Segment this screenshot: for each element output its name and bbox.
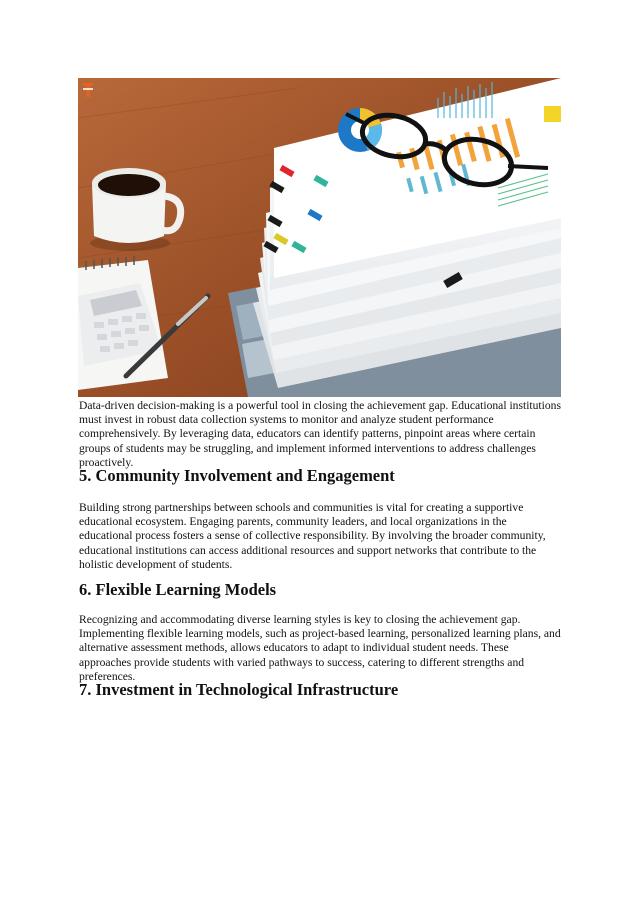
section-body-flexible-learning: Recognizing and accommodating diverse learning styles is key to closing the achievement gap. Implementing flexible learning models, such as project-based learning, personalized learning plans, and alternative assessment methods, allows educators to adapt to individual student needs. These approaches provide students with varied pathways to success, catering to different strengths and preferences. (79, 613, 561, 683)
section-body-community: Building strong partnerships between schools and communities is vital for creating a supportive educational ecosystem. Engaging parents, community leaders, and local organizations in the educational process fosters a sense of collective responsibility. By involving the broader community, educational institutions can access additional resources and support networks that contribute to the holistic development of students. (79, 501, 546, 571)
desk-illustration (78, 78, 561, 397)
intro-paragraph: Data-driven decision-making is a powerful tool in closing the achievement gap. Educational institutions must invest in robust data collection systems to monitor and analyze student performance comprehensively. By leveraging data, educators can identify patterns, pinpoint areas where certain groups of students may be struggling, and implement informed interventions to address challenges proactively. (79, 399, 561, 469)
section-heading-technology: 7. Investment in Technological Infrastructure (79, 680, 399, 699)
brand-logo-icon (82, 82, 94, 98)
hero-photo (78, 78, 561, 397)
section-heading-community: 5. Community Involvement and Engagement (79, 466, 395, 485)
section-heading-flexible-learning: 6. Flexible Learning Models (79, 580, 277, 599)
